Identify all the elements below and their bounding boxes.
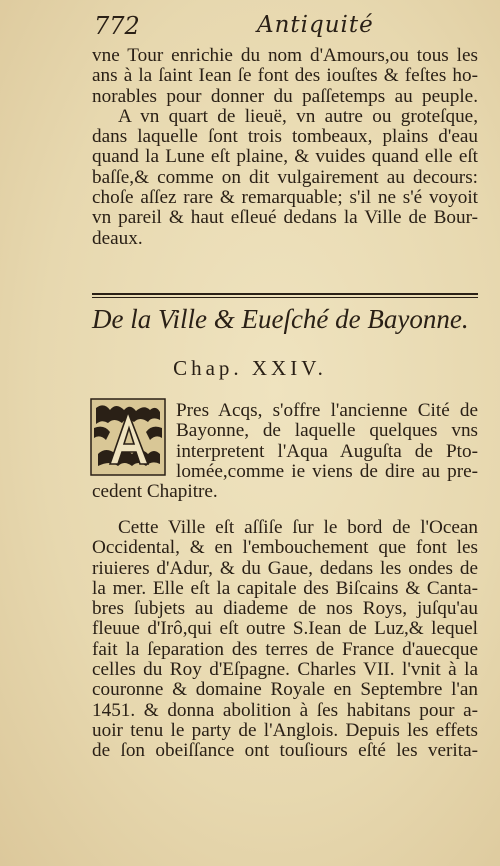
text-line: cedent Chapitre.	[92, 482, 218, 503]
text-line: Occidental, & en l'embouchement que font les	[92, 538, 478, 559]
divider-thin-line	[92, 297, 478, 298]
text-line: vne Tour enrichie du nom d'Amours,ou tous les	[92, 46, 478, 66]
text-line: 1451. & donna abolition à ſes habitans pour a-	[92, 700, 478, 721]
paragraph-body	[92, 518, 478, 762]
divider-thick-line	[92, 293, 478, 295]
text-line: Cette Ville eſt aſſiſe ſur le bord de l'Ocean	[118, 518, 478, 538]
chapter-heading: Chap. XXIV.	[173, 356, 327, 380]
text-line: norables pour donner du paſſetemps au peuple.	[92, 86, 478, 107]
paragraph-opening	[92, 401, 478, 502]
text-line: fait la ſeparation des terres de France d'auecque	[92, 639, 478, 660]
text-line: couronne & domaine Royale en Septembre l'an	[92, 680, 478, 701]
text-line: interpretent l'Aqua Auguſta de Pto-	[176, 441, 478, 462]
text-line: ans à la ſaint Iean ſe font des iouſtes & feſtes ho-	[92, 66, 478, 87]
text-line: bres ſubjets au diademe de nos Roys, juſqu'au	[92, 599, 478, 620]
paragraph-continued	[92, 46, 478, 249]
text-line: quand la Lune eſt plaine, & vuides quand elle eſt	[92, 147, 478, 168]
text-line: choſe aſſez rare & remarquable; s'il ne s'é voyoit	[92, 188, 478, 209]
text-line: de ſon obeiſſance ont touſiours eſté les verita-	[92, 741, 478, 762]
text-line: vn pareil & haut eſleué dedans la Ville de Bour-	[92, 208, 478, 229]
text-line: la mer. Elle eſt la capitale des Biſcains & Canta-	[92, 578, 478, 599]
page-number: 772	[94, 12, 140, 40]
running-head: Antiquité	[257, 12, 374, 38]
section-title: De la Ville & Eueſché de Bayonne.	[92, 304, 469, 334]
section-divider	[92, 293, 478, 299]
text-line: A vn quart de lieuë, vn autre ou groteſque,	[118, 106, 478, 127]
text-line: celles du Roy d'Eſpagne. Charles VII. l'vnit à la	[92, 660, 478, 681]
text-line: Pres Acqs, s'offre l'ancienne Cité de	[176, 401, 478, 421]
page-header	[92, 12, 480, 46]
text-line: riuieres d'Adur, & du Gaue, dedans les ondes de	[92, 558, 478, 579]
text-line: fleuue d'Irô,qui eſt outre S.Iean de Luz,& lequel	[92, 619, 478, 640]
text-line: deaux.	[92, 228, 143, 249]
text-line: dans laquelle ſont trois tombeaux, plains d'eau	[92, 127, 478, 148]
text-line: Bayonne, de laquelle quelques vns	[176, 421, 478, 442]
text-line: baſſe,& comme on dit vulgairement au decours:	[92, 167, 478, 188]
text-line: lomée,comme ie viens de dire au pre-	[176, 461, 478, 482]
text-line: uoir tenu le party de l'Anglois. Depuis les effets	[92, 720, 478, 741]
